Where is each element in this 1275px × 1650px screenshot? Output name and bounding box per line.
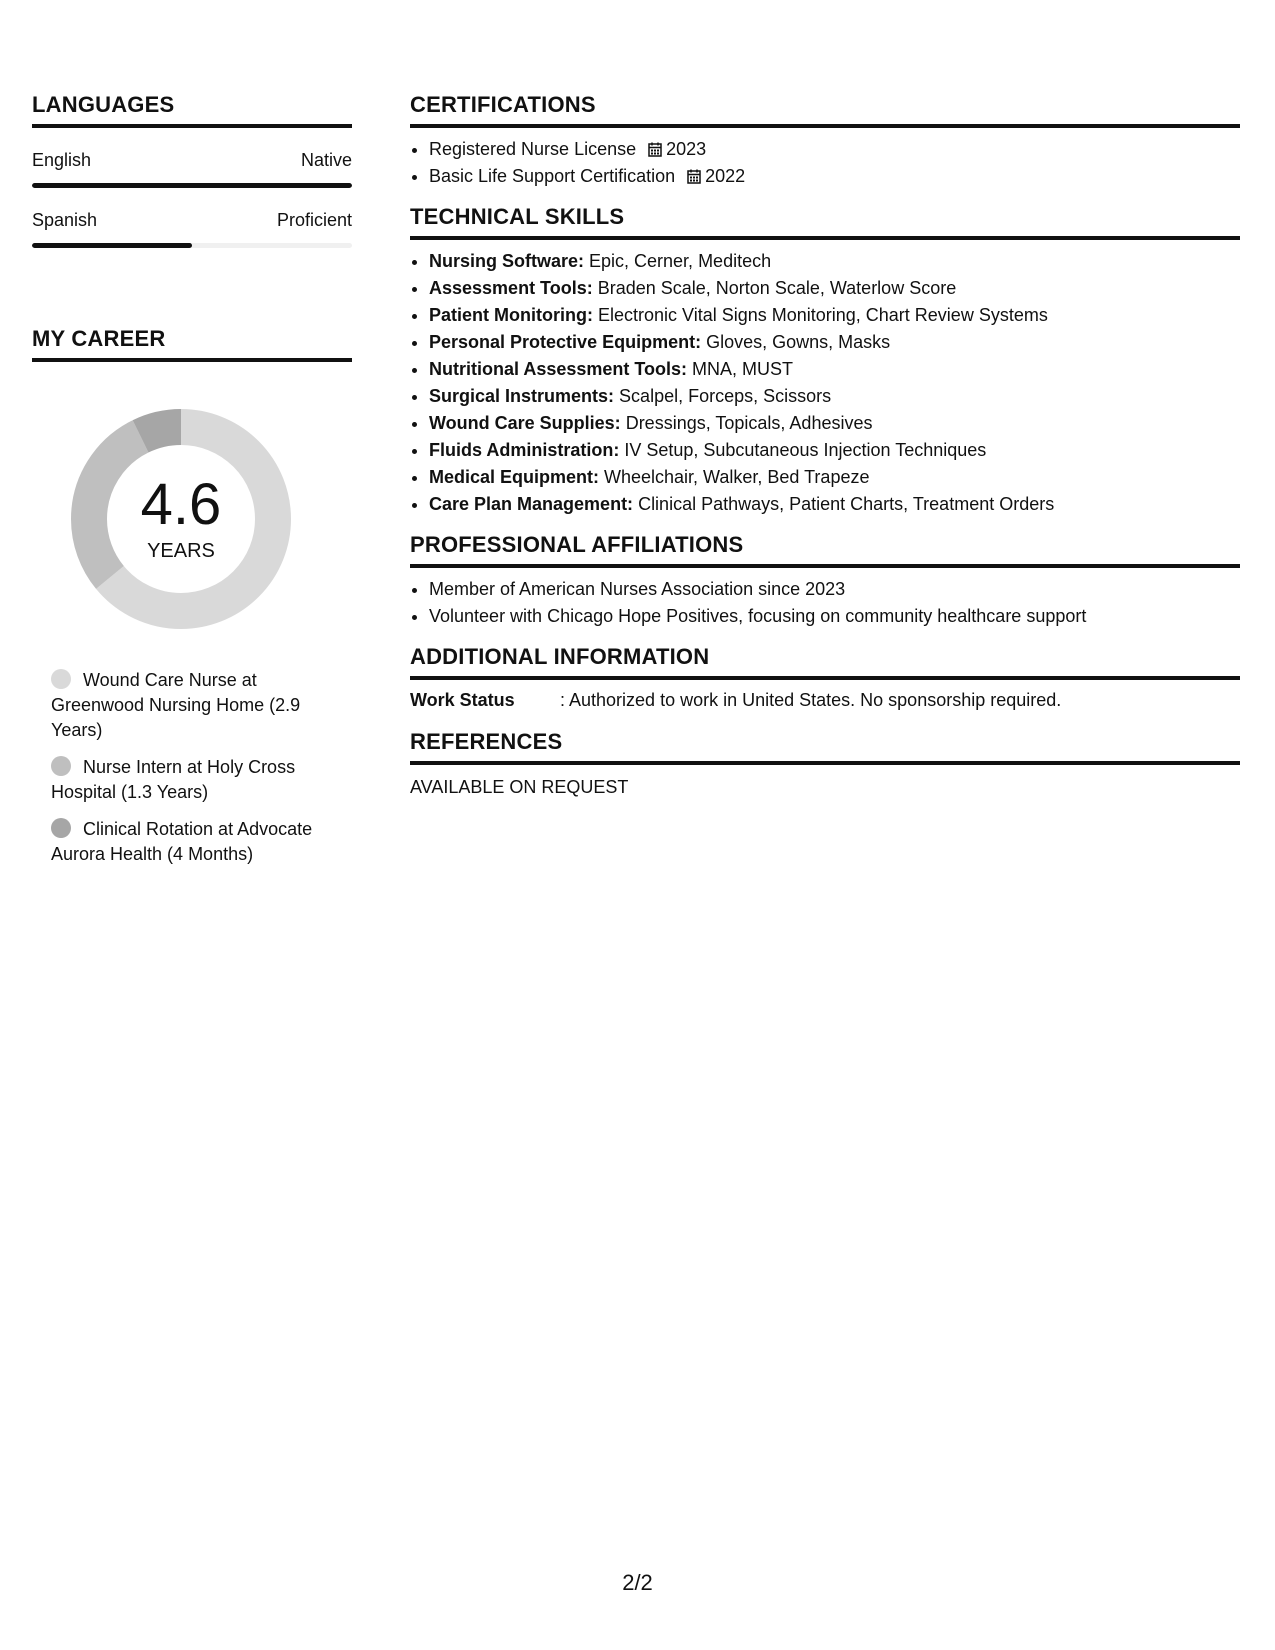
skill-item [429,464,1240,491]
affiliation-item: • Member of American Nurses Association since 2023 [429,576,1240,603]
skill-item [429,383,1240,410]
skill-category: Patient Monitoring: [429,305,593,325]
certification-name: Registered Nurse License [429,139,637,159]
skill-item [429,329,1240,356]
skill-category: Care Plan Management: [429,494,634,514]
certification-item [429,163,1240,190]
technical-skills-list [410,248,1240,518]
language-proficiency-fill [32,243,192,248]
donut-center [66,404,296,634]
career-legend-item [51,668,352,743]
certification-year: 2023 [666,139,707,159]
skill-item [429,248,1240,275]
career-legend-item [51,755,352,805]
language-name: Spanish [32,210,98,230]
language-name: English [32,150,92,170]
skill-values: IV Setup, Subcutaneous Injection Techniques [619,440,987,460]
language-level: Native [300,150,352,170]
career-legend-text: Clinical Rotation at Advocate Aurora Health (4 Months) [51,819,313,864]
skill-category: Nutritional Assessment Tools: [429,359,688,379]
additional-info-heading: ADDITIONAL INFORMATION [410,644,1240,680]
career-legend [51,668,352,867]
calendar-icon [687,169,701,184]
references-heading: REFERENCES [410,729,1240,765]
skill-values: Clinical Pathways, Patient Charts, Treatment Orders [633,494,1055,514]
skill-item [429,437,1240,464]
work-status-row [410,690,1240,711]
career-total-value: 4.6 [140,471,222,537]
career-legend-text: Nurse Intern at Holy Cross Hospital (1.3 Years) [51,757,296,802]
affiliations-list [410,576,1240,630]
certifications-list [410,136,1240,190]
skill-category: Surgical Instruments: [429,386,615,406]
career-section [32,326,352,867]
certifications-section [410,92,1240,190]
affiliations-heading: PROFESSIONAL AFFILIATIONS [410,532,1240,568]
certification-year: 2022 [705,166,746,186]
skill-item [429,302,1240,329]
skill-values: Dressings, Topicals, Adhesives [620,413,873,433]
skill-item [429,491,1240,518]
skill-category: Nursing Software: [429,251,585,271]
right-column [410,92,1240,798]
references-text: AVAILABLE ON REQUEST [410,777,629,797]
references-section [410,729,1240,798]
language-proficiency-bar [32,183,352,188]
legend-dot-icon [51,669,71,689]
language-item [32,150,352,188]
language-level: Proficient [276,210,352,230]
skill-item [429,356,1240,383]
language-proficiency-fill [32,183,352,188]
skill-category: Personal Protective Equipment: [429,332,702,352]
career-legend-item [51,817,352,867]
affiliation-item: • Volunteer with Chicago Hope Positives, focusing on community healthcare support [429,603,1240,630]
skill-category: Fluids Administration: [429,440,620,460]
skill-item [429,275,1240,302]
page-number: 2/2 [622,1570,653,1595]
language-item [32,210,352,248]
technical-skills-section [410,204,1240,518]
skill-values: MNA, MUST [687,359,794,379]
career-legend-text: Wound Care Nurse at Greenwood Nursing Home (2.9 Years) [51,670,301,740]
skill-values: Gloves, Gowns, Masks [701,332,891,352]
work-status-value: : Authorized to work in United States. No sponsorship required. [560,690,1062,710]
language-proficiency-bar [32,243,352,248]
affiliations-section [410,532,1240,630]
work-status-label: Work Status [410,690,515,710]
skill-values: Electronic Vital Signs Monitoring, Chart Review Systems [592,305,1048,325]
skill-category: Wound Care Supplies: [429,413,621,433]
legend-dot-icon [51,818,71,838]
career-total-unit: YEARS [147,539,215,562]
career-donut-chart [66,404,296,634]
skill-values: Epic, Cerner, Meditech [584,251,772,271]
skill-values: Braden Scale, Norton Scale, Waterlow Score [592,278,957,298]
career-heading: MY CAREER [32,326,352,362]
skill-values: Scalpel, Forceps, Scissors [614,386,832,406]
skill-category: Medical Equipment: [429,467,600,487]
skill-category: Assessment Tools: [429,278,593,298]
certifications-heading: CERTIFICATIONS [410,92,1240,128]
technical-skills-heading: TECHNICAL SKILLS [410,204,1240,240]
skill-values: Wheelchair, Walker, Bed Trapeze [599,467,870,487]
certification-name: Basic Life Support Certification [429,166,676,186]
languages-heading: LANGUAGES [32,92,352,128]
calendar-icon [648,142,662,157]
languages-section [32,92,352,248]
left-column [32,92,352,879]
skill-item [429,410,1240,437]
certification-item [429,136,1240,163]
additional-info-section [410,644,1240,711]
legend-dot-icon [51,756,71,776]
